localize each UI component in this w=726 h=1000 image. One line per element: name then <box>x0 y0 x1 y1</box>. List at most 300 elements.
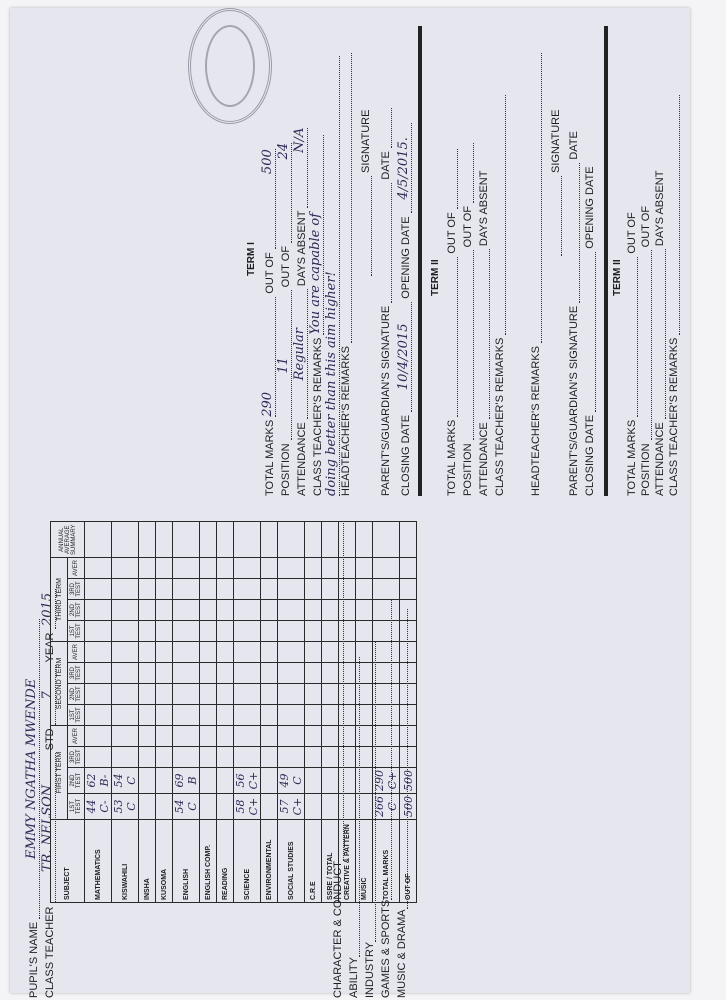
mark-cell <box>278 794 305 820</box>
subject-name: SCIENCE <box>234 820 261 903</box>
music-line <box>407 609 408 909</box>
mark-cell <box>173 600 200 621</box>
mark-cell <box>156 663 173 684</box>
class-teacher-value: TR. NELSON <box>40 784 55 873</box>
annual-cell <box>373 522 400 558</box>
mark-value: 500 <box>401 770 415 791</box>
mark-cell <box>173 642 200 663</box>
mark-cell <box>356 558 373 579</box>
mark-cell <box>278 747 305 768</box>
pupil-name-value: EMMY NGATHA MWENDE <box>24 678 39 859</box>
term2-attendance-line <box>489 249 490 419</box>
mark-cell <box>200 600 217 621</box>
subject-name: C.R.E <box>305 820 322 903</box>
term3-attendance-row <box>654 171 666 496</box>
term2-position-out-of-line <box>473 143 474 203</box>
subject-name: MUSIC <box>356 820 373 903</box>
term3-total-marks-label: TOTAL MARKS <box>626 419 638 496</box>
annual-cell <box>85 522 112 558</box>
test-header-aver: AVER <box>68 726 85 747</box>
mark-cell <box>305 747 322 768</box>
mark-cell <box>217 747 234 768</box>
games-row <box>380 600 392 998</box>
mark-cell <box>217 663 234 684</box>
first-term-header: FIRST TERM <box>51 726 68 820</box>
term2-opening-date-label: OPENING DATE <box>584 166 596 249</box>
term-divider-1 <box>418 26 422 496</box>
mark-cell <box>234 726 261 747</box>
mark-value: 56 C+ <box>234 771 260 790</box>
mark-cell <box>261 768 278 794</box>
annual-cell <box>156 522 173 558</box>
mark-cell <box>156 705 173 726</box>
mark-cell <box>305 768 322 794</box>
mark-cell <box>234 794 261 820</box>
term1-class-teacher-remarks-label: CLASS TEACHER'S REMARKS <box>312 337 324 496</box>
term2-signature-row <box>550 110 562 256</box>
subject-name: READING <box>217 820 234 903</box>
mark-cell <box>112 621 139 642</box>
mark-cell <box>85 663 112 684</box>
table-row <box>278 522 305 903</box>
mark-cell <box>173 684 200 705</box>
mark-cell <box>139 621 156 642</box>
term2-parent-signature-label: PARENT'S/GUARDIAN'S SIGNATURE <box>568 305 580 496</box>
mark-cell <box>278 768 305 794</box>
music-row <box>396 609 408 998</box>
mark-value: 266 C <box>373 796 399 817</box>
test-header-t3: 3RD TEST <box>68 747 85 768</box>
mark-value: 54 C <box>173 799 199 814</box>
industry-label: INDUSTRY <box>364 941 376 998</box>
mark-cell <box>85 747 112 768</box>
mark-cell <box>112 794 139 820</box>
term3-remarks-row <box>668 95 680 496</box>
mark-cell <box>139 705 156 726</box>
subject-name: KUSOMA <box>156 820 173 903</box>
pupil-name-line <box>24 619 40 919</box>
term1-closing-date-label: CLOSING DATE <box>400 414 412 496</box>
mark-cell <box>305 663 322 684</box>
mark-cell <box>217 642 234 663</box>
term-divider-2 <box>604 26 608 496</box>
mark-cell <box>217 768 234 794</box>
mark-cell <box>356 600 373 621</box>
mark-cell <box>173 621 200 642</box>
mark-value: 44 C- <box>85 799 111 814</box>
mark-value: 500 <box>401 796 415 817</box>
mark-value: 49 C <box>278 773 304 788</box>
table-row <box>173 522 200 903</box>
term2-days-absent-label: DAYS ABSENT <box>478 170 490 247</box>
mark-cell <box>156 642 173 663</box>
mark-cell <box>261 663 278 684</box>
mark-cell <box>278 558 305 579</box>
third-term-header: THIRD TERM <box>51 558 68 642</box>
mark-cell <box>261 726 278 747</box>
mark-cell <box>200 663 217 684</box>
mark-cell <box>200 579 217 600</box>
table-row <box>112 522 139 903</box>
mark-cell <box>112 726 139 747</box>
mark-cell <box>400 579 417 600</box>
test-header-t1: 1ST TEST <box>68 621 85 642</box>
year-value: 2015 <box>40 592 55 626</box>
mark-cell <box>305 558 322 579</box>
mark-cell <box>217 794 234 820</box>
annual-cell <box>173 522 200 558</box>
mark-cell <box>156 768 173 794</box>
mark-cell <box>200 642 217 663</box>
mark-cell <box>85 726 112 747</box>
mark-cell <box>139 663 156 684</box>
term1-parent-signature-line <box>391 183 392 303</box>
mark-cell <box>200 558 217 579</box>
term1-position-out-of-value: 24 <box>276 142 291 160</box>
test-header-t2: 2ND TEST <box>68 768 85 794</box>
mark-cell <box>139 558 156 579</box>
term2-date-label: DATE <box>568 131 580 160</box>
term1-position-value: 11 <box>276 357 291 374</box>
mark-cell <box>261 621 278 642</box>
mark-cell <box>112 747 139 768</box>
mark-value: 57 C+ <box>278 797 304 816</box>
term1-class-teacher-remarks-value: You are capable of <box>308 212 323 335</box>
table-row <box>261 522 278 903</box>
subject-name: MATHEMATICS <box>85 820 112 903</box>
mark-cell <box>112 663 139 684</box>
ability-line <box>359 657 360 957</box>
term3-position-line <box>651 250 652 440</box>
term3-class-teacher-remarks-label: CLASS TEACHER'S REMARKS <box>668 337 680 496</box>
term2-position-row <box>462 143 474 496</box>
table-row <box>234 522 261 903</box>
subject-name: TOTAL MARKS <box>373 820 400 903</box>
mark-cell <box>139 684 156 705</box>
term1-position-label: POSITION <box>280 443 292 496</box>
term1-parent-signature-label: PARENT'S/GUARDIAN'S SIGNATURE <box>380 305 392 496</box>
term2-position-line <box>473 250 474 440</box>
term1-date-label: DATE <box>380 151 392 180</box>
term1-attendance-value: Regular <box>292 328 307 381</box>
term1-total-marks-label: TOTAL MARKS <box>264 419 276 496</box>
mark-cell <box>173 705 200 726</box>
subject-name: INSHA <box>139 820 156 903</box>
mark-cell <box>261 579 278 600</box>
table-row <box>305 522 322 903</box>
subject-name: ENGLISH <box>173 820 200 903</box>
term3-attendance-label: ATTENDANCE <box>654 422 666 496</box>
mark-cell <box>234 705 261 726</box>
term2-signature-line <box>561 176 562 256</box>
test-header-t1: 1ST TEST <box>68 705 85 726</box>
mark-value: 53 C <box>112 799 138 814</box>
mark-cell <box>234 642 261 663</box>
annual-cell <box>234 522 261 558</box>
term2-parent-row <box>568 131 580 496</box>
mark-cell <box>217 621 234 642</box>
mark-cell <box>234 558 261 579</box>
mark-cell <box>85 642 112 663</box>
mark-cell <box>85 558 112 579</box>
mark-cell <box>112 684 139 705</box>
term2-remarks-row <box>494 95 506 496</box>
mark-cell <box>278 621 305 642</box>
term1-dates-row <box>396 123 412 496</box>
term3-total-marks-row <box>626 212 638 496</box>
term1-days-absent-value: N/A <box>292 127 307 153</box>
test-header-aver: AVER <box>68 642 85 663</box>
mark-cell <box>139 579 156 600</box>
term2-headteacher-line <box>541 53 542 343</box>
table-row <box>139 522 156 903</box>
term3-position-label: POSITION <box>640 443 652 496</box>
mark-cell <box>139 642 156 663</box>
term1-out-of-label: OUT OF <box>264 252 276 294</box>
std-value: 7 <box>40 691 55 700</box>
mark-cell <box>278 600 305 621</box>
music-label: MUSIC & DRAMA <box>396 909 408 998</box>
table-row <box>217 522 234 903</box>
mark-cell <box>217 684 234 705</box>
term3-out-of-label: OUT OF <box>626 212 638 254</box>
subject-name: ENVIRONMENTAL <box>261 820 278 903</box>
term1-opening-date-value: 4/5/2015. <box>396 137 411 200</box>
header-row-terms <box>51 522 68 903</box>
character-row <box>332 521 344 998</box>
industry-line <box>375 642 376 942</box>
mark-cell <box>278 642 305 663</box>
mark-cell <box>156 747 173 768</box>
mark-cell <box>139 600 156 621</box>
subject-name: SOCIAL STUDIES <box>278 820 305 903</box>
term3-days-absent-label: DAYS ABSENT <box>654 170 666 247</box>
mark-cell <box>234 663 261 684</box>
term1-headteacher-remarks-label: HEADTEACHER'S REMARKS <box>340 345 352 496</box>
mark-cell <box>85 579 112 600</box>
mark-value: 69 B <box>173 773 199 788</box>
mark-cell <box>278 579 305 600</box>
pupil-name-label: PUPIL'S NAME <box>28 921 40 998</box>
mark-cell <box>156 558 173 579</box>
std-label: STD <box>44 728 56 751</box>
term1-title: TERM I <box>246 242 257 276</box>
mark-cell <box>234 747 261 768</box>
mark-cell <box>305 684 322 705</box>
ability-label: ABILITY <box>348 957 360 998</box>
mark-cell <box>200 621 217 642</box>
mark-cell <box>217 558 234 579</box>
term3-attendance-line <box>665 249 666 419</box>
mark-cell <box>200 747 217 768</box>
term2-position-out-of-label: OUT OF <box>462 205 474 248</box>
table-row <box>156 522 173 903</box>
subject-name: CREATIVE & PATTERN <box>339 820 356 903</box>
mark-cell <box>112 558 139 579</box>
ability-row <box>348 657 360 998</box>
term1-date-line <box>391 108 392 148</box>
mark-cell <box>173 558 200 579</box>
mark-cell <box>156 684 173 705</box>
annual-cell <box>112 522 139 558</box>
mark-cell <box>261 705 278 726</box>
term2-headteacher-remarks-label: HEADTEACHER'S REMARKS <box>530 345 542 496</box>
mark-cell <box>156 726 173 747</box>
term2-attendance-label: ATTENDANCE <box>478 422 490 496</box>
mark-cell <box>305 705 322 726</box>
annual-cell <box>200 522 217 558</box>
test-header-t2: 2ND TEST <box>68 684 85 705</box>
character-label: CHARACTER & CONDUCT <box>332 861 344 998</box>
mark-cell <box>112 642 139 663</box>
mark-cell <box>305 726 322 747</box>
term2-closing-line <box>595 252 596 412</box>
pupil-name-row <box>24 619 40 998</box>
annual-cell <box>400 522 417 558</box>
mark-cell <box>112 768 139 794</box>
mark-cell <box>356 621 373 642</box>
term2-parent-line <box>579 163 580 303</box>
mark-cell <box>305 579 322 600</box>
mark-cell <box>85 600 112 621</box>
term1-closing-date-line <box>396 302 412 412</box>
mark-cell <box>261 794 278 820</box>
mark-cell <box>217 726 234 747</box>
term2-total-marks-line <box>457 257 458 417</box>
mark-cell <box>278 684 305 705</box>
term2-class-teacher-remarks-label: CLASS TEACHER'S REMARKS <box>494 337 506 496</box>
mark-value: 54 C <box>112 773 138 788</box>
marks-table <box>50 521 417 903</box>
test-header-aver: AVER <box>68 558 85 579</box>
mark-cell <box>112 705 139 726</box>
mark-cell <box>156 794 173 820</box>
term1-position-out-of-label: OUT OF <box>280 245 292 288</box>
mark-value: 58 C+ <box>234 797 260 816</box>
mark-cell <box>278 663 305 684</box>
term1-signature-line <box>371 176 372 276</box>
annual-cell <box>261 522 278 558</box>
term2-title: TERM II <box>430 259 441 296</box>
mark-cell <box>85 621 112 642</box>
mark-cell <box>305 794 322 820</box>
mark-cell <box>217 579 234 600</box>
term1-total-marks-value: 290 <box>260 391 275 417</box>
mark-cell <box>85 684 112 705</box>
annual-cell <box>139 522 156 558</box>
test-header-t2: 2ND TEST <box>68 600 85 621</box>
mark-value: 62 B- <box>85 773 111 788</box>
term1-parent-row <box>380 108 392 496</box>
mark-cell <box>85 705 112 726</box>
mark-cell <box>156 621 173 642</box>
term1-signature-label: SIGNATURE <box>360 109 372 173</box>
annual-cell <box>356 522 373 558</box>
mark-value: 290 C+ <box>373 770 399 791</box>
report-card-scan <box>10 8 690 998</box>
term1-attendance-label: ATTENDANCE <box>296 422 308 496</box>
mark-cell <box>139 768 156 794</box>
mark-cell <box>173 794 200 820</box>
term1-days-absent-label: DAYS ABSENT <box>296 210 308 287</box>
subject-name: OUT OF <box>400 820 417 903</box>
mark-cell <box>173 768 200 794</box>
term2-headteacher-row <box>530 53 542 496</box>
term1-out-of-value: 500 <box>260 149 275 175</box>
test-header-t1: 1ST TEST <box>68 794 85 820</box>
mark-cell <box>234 621 261 642</box>
term2-out-of-line <box>457 149 458 209</box>
mark-cell <box>278 705 305 726</box>
subject-name: SSRE / TOTAL <box>322 820 339 903</box>
mark-cell <box>112 600 139 621</box>
mark-cell <box>305 642 322 663</box>
term1-opening-date-line <box>396 123 412 213</box>
mark-cell <box>200 794 217 820</box>
mark-cell <box>200 684 217 705</box>
mark-cell <box>278 726 305 747</box>
mark-cell <box>373 579 400 600</box>
industry-row <box>364 642 376 998</box>
mark-cell <box>139 726 156 747</box>
table-row <box>200 522 217 903</box>
mark-cell <box>261 558 278 579</box>
term2-remarks-line <box>505 95 506 335</box>
term2-out-of-label: OUT OF <box>446 212 458 254</box>
mark-cell <box>356 579 373 600</box>
mark-cell <box>200 705 217 726</box>
mark-cell <box>305 600 322 621</box>
subject-name: ENGLISH COMP. <box>200 820 217 903</box>
games-label: GAMES & SPORTS <box>380 899 392 998</box>
mark-cell <box>261 642 278 663</box>
mark-cell <box>373 558 400 579</box>
mark-cell <box>200 768 217 794</box>
term2-dates-row <box>584 166 596 496</box>
mark-cell <box>234 579 261 600</box>
subject-header: SUBJECT <box>51 820 85 903</box>
term2-position-label: POSITION <box>462 443 474 496</box>
term2-attendance-row <box>478 171 490 496</box>
mark-cell <box>261 684 278 705</box>
table-row <box>85 522 112 903</box>
term3-total-line <box>637 257 638 417</box>
mark-cell <box>112 579 139 600</box>
marks-table-body <box>51 522 417 903</box>
test-header-t3: 3RD TEST <box>68 663 85 684</box>
term3-position-out-of-label: OUT OF <box>640 205 652 248</box>
subject-name: KISWAHILI <box>112 820 139 903</box>
games-line <box>391 600 392 900</box>
term2-closing-date-label: CLOSING DATE <box>584 414 596 496</box>
mark-cell <box>261 747 278 768</box>
term3-title: TERM II <box>612 259 623 296</box>
character-line <box>343 521 344 861</box>
annual-cell <box>217 522 234 558</box>
mark-cell <box>85 768 112 794</box>
mark-cell <box>217 705 234 726</box>
mark-cell <box>234 600 261 621</box>
mark-cell <box>85 794 112 820</box>
mark-cell <box>200 726 217 747</box>
class-teacher-label: CLASS TEACHER <box>44 906 56 998</box>
mark-cell <box>173 663 200 684</box>
mark-cell <box>173 726 200 747</box>
term1-opening-date-label: OPENING DATE <box>400 216 412 299</box>
mark-cell <box>173 747 200 768</box>
year-label: YEAR <box>44 632 56 663</box>
mark-cell <box>261 600 278 621</box>
